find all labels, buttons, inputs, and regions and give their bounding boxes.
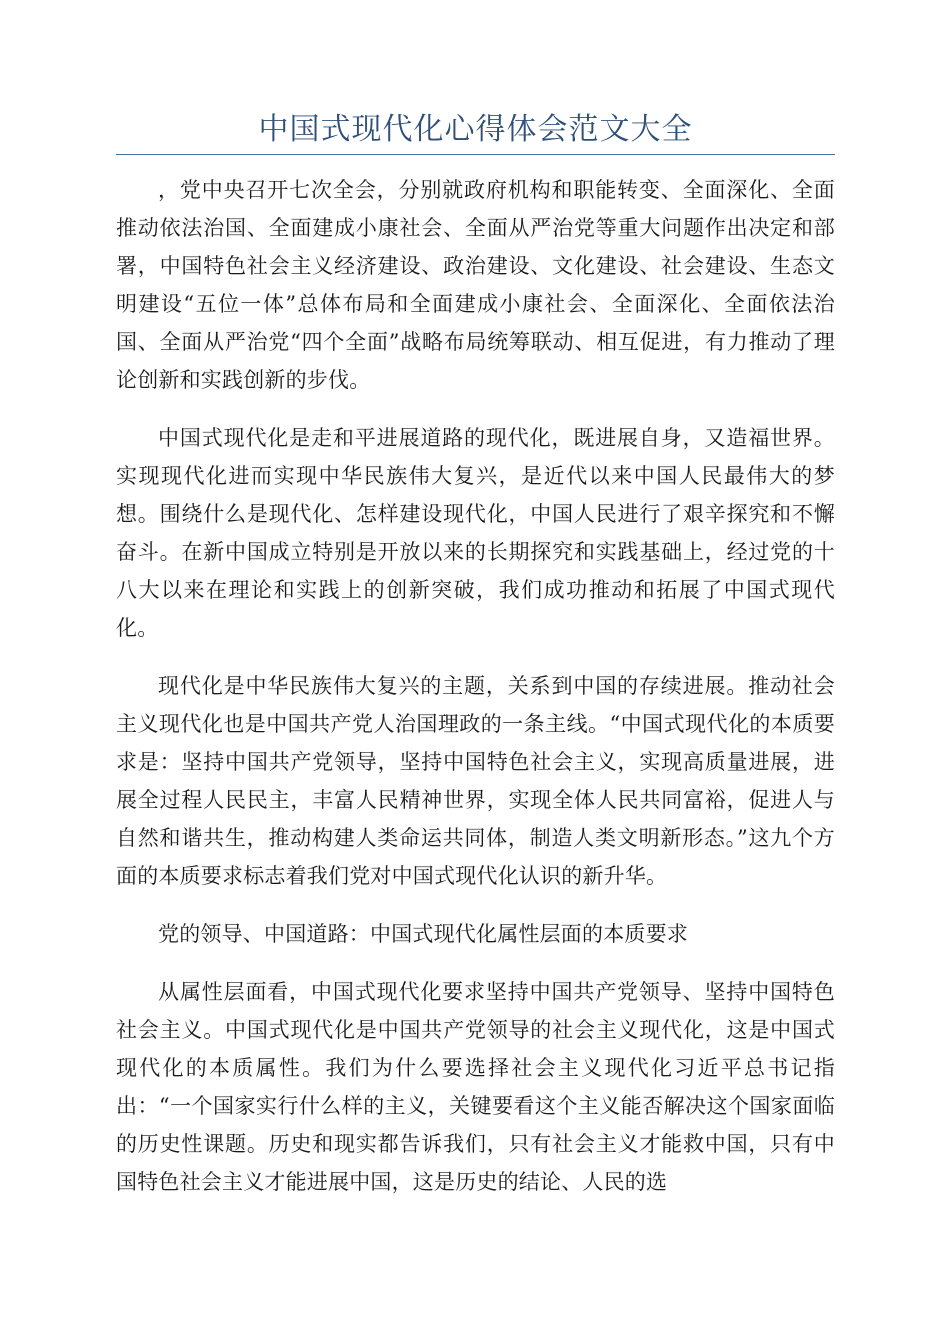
paragraph-essential-requirements: 现代化是中华民族伟大复兴的主题，关系到中国的存续进展。推动社会主义现代化也是中国共产党人治国理政的一条主线。“中国式现代化的本质要求是：坚持中国共产党领导，坚持中国特色社会主义，实现高质量进展，进展全过程人民民主，丰富人民精神世界，实现全体人民共同富裕，促进人与自然和谐共生，推动构建人类命运共同体，制造人类文明新形态。”这九个方面的本质要求标志着我们党对中国式现代化认识的新升华。 [116, 674, 835, 888]
document-title: 中国式现代化心得体会范文大全 [258, 112, 693, 147]
title-underline [116, 154, 835, 155]
paragraph-peaceful-development: 中国式现代化是走和平进展道路的现代化，既进展自身，又造福世界。实现现代化进而实现中华民族伟大复兴，是近代以来中国人民最伟大的梦想。围绕什么是现代化、怎样建设现代化，中国人民进行了艰辛探究和不懈奋斗。在新中国成立特别是开放以来的长期探究和实践基础上，经过党的十八大以来在理论和实践上的创新突破，我们成功推动和拓展了中国式现代化。 [116, 426, 835, 640]
document-page [116, 108, 835, 1221]
paragraph-intro: ，党中央召开七次全会，分别就政府机构和职能转变、全面深化、全面推动依法治国、全面建成小康社会、全面从严治党等重大问题作出决定和部署，中国特色社会主义经济建设、政治建设、文化建设、社会建设、生态文明建设“五位一体”总体布局和全面建成小康社会、全面深化、全面依法治国、全面从严治党“四个全面”战略布局统筹联动、相互促进，有力推动了理论创新和实践创新的步伐。 [116, 178, 835, 392]
paragraph-attribute-level: 从属性层面看，中国式现代化要求坚持中国共产党领导、坚持中国特色社会主义。中国式现代化是中国共产党领导的社会主义现代化，这是中国式现代化的本质属性。我们为什么要选择社会主义现代化习近平总书记指出：“一个国家实行什么样的主义，关键要看这个主义能否解决这个国家面临的历史性课题。历史和现实都告诉我们，只有社会主义才能救中国，只有中国特色社会主义才能进展中国，这是历史的结论、人民的选 [116, 980, 835, 1194]
document-body [116, 171, 835, 1201]
section-heading: 党的领导、中国道路：中国式现代化属性层面的本质要求 [158, 922, 688, 946]
